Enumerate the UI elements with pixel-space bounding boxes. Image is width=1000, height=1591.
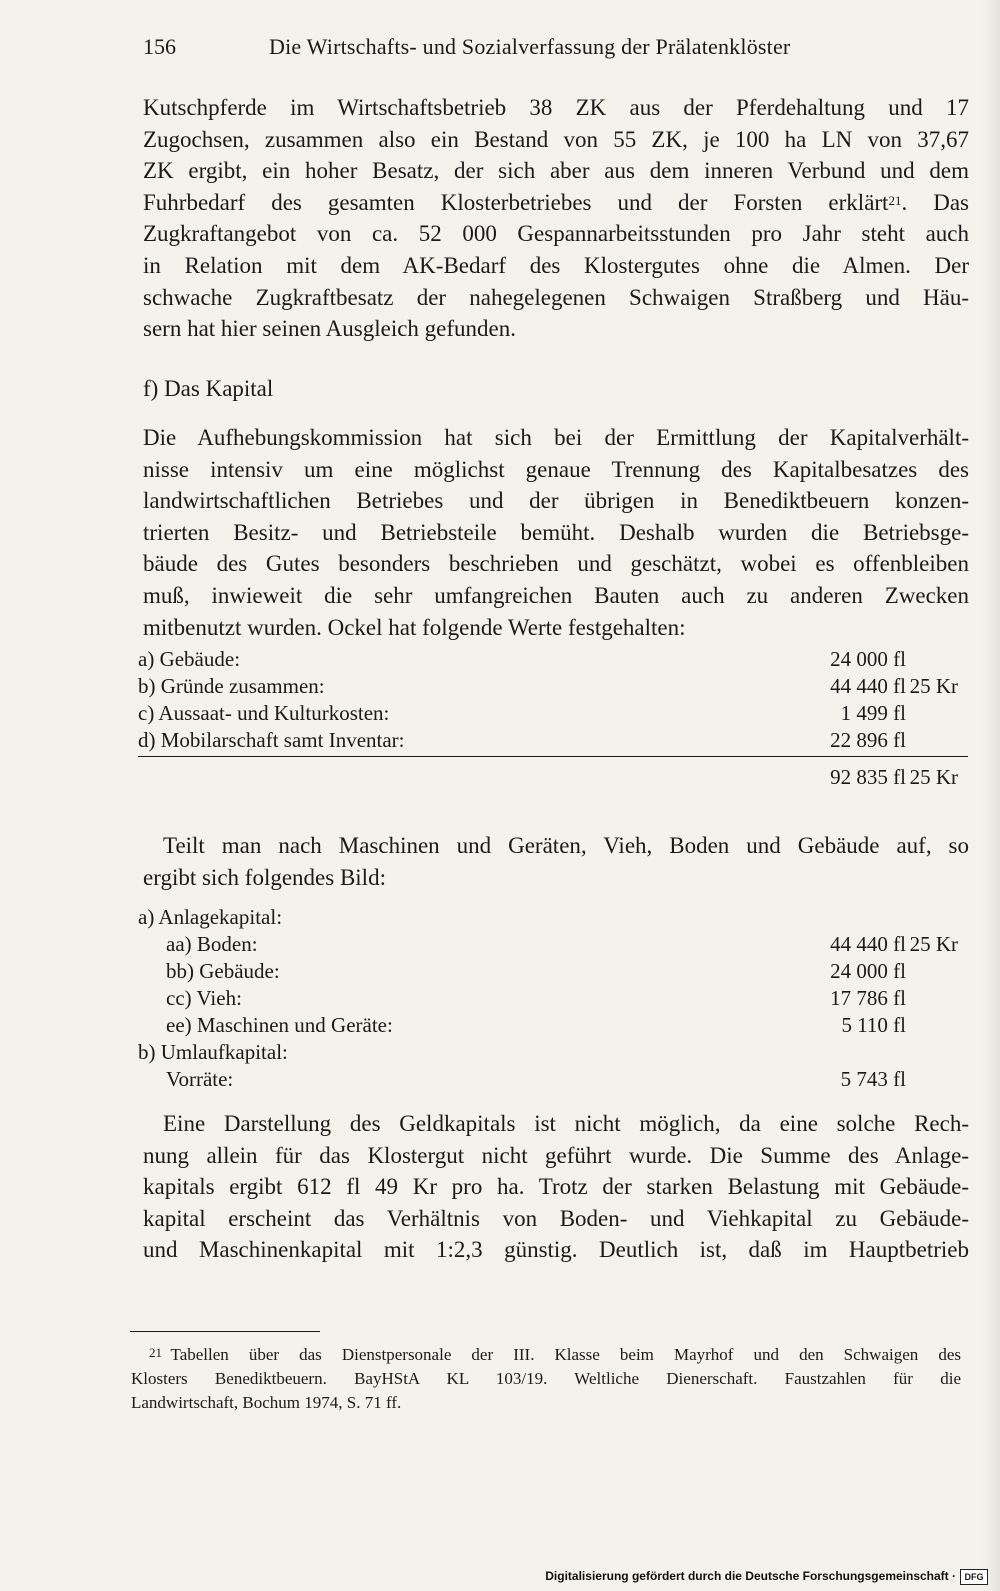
- digitization-note: Digitalisierung gefördert durch die Deutsche Forschungsgemeinschaft ·: [545, 1569, 956, 1583]
- text-line: und Maschinenkapital mit 1:2,3 günstig. Deutlich ist, daß im Hauptbetrieb: [143, 1237, 969, 1263]
- table-row: [138, 1039, 968, 1066]
- page-edge: [982, 0, 1000, 1591]
- row-value: 24 000 fl: [830, 959, 906, 983]
- text-line: nung allein für das Klostergut nicht geführt wurde. Die Summe des Anlage-: [143, 1142, 969, 1168]
- text-line: nisse intensiv um eine möglichst genaue Trennung des Kapitalbesatzes des: [143, 456, 969, 482]
- table-row: [138, 673, 968, 700]
- footnote-line: Klosters Benediktbeuern. BayHStA KL 103/19. Weltliche Dienerschaft. Faustzahlen für die: [131, 1369, 961, 1388]
- row-value: 22 896 fl: [830, 728, 906, 752]
- paragraph-1: [143, 92, 969, 345]
- table-row: [138, 727, 968, 754]
- text-line: ergibt sich folgendes Bild:: [143, 864, 386, 890]
- text-line: [143, 187, 969, 219]
- table-row: [138, 1012, 968, 1039]
- table-row: [138, 646, 968, 673]
- text-line: Zugkraftangebot von ca. 52 000 Gespannarbeitsstunden pro Jahr steht auch: [143, 221, 969, 247]
- row-label: cc) Vieh:: [166, 986, 242, 1010]
- text-line: muß, inwieweit die sehr umfangreichen Bauten auch zu anderen Zwecken: [143, 582, 969, 608]
- page-header: [143, 34, 953, 70]
- text-line: in Relation mit dem AK-Bedarf des Klostergutes ohne die Almen. Der: [143, 252, 969, 278]
- text-fragment: Tabellen über das Dienstpersonale der III. Klasse beim Mayrhof und den Schwaigen des: [170, 1345, 961, 1364]
- text-line: Zugochsen, zusammen also ein Bestand von 55 ZK, je 100 ha LN von 37,67: [143, 126, 969, 152]
- total-unit: 25 Kr: [909, 765, 958, 789]
- row-label: b) Gründe zusammen:: [138, 674, 325, 698]
- table-row: [138, 1066, 968, 1093]
- capital-breakdown-table: [138, 904, 968, 1093]
- table-row: [138, 931, 968, 958]
- text-line: bäude des Gutes besonders beschrieben und geschätzt, wobei es offenbleiben: [143, 551, 969, 577]
- text-fragment: . Das: [901, 189, 969, 215]
- text-line: Die Aufhebungskommission hat sich bei der Ermittlung der Kapitalverhält-: [143, 425, 969, 450]
- row-label: d) Mobilarschaft samt Inventar:: [138, 728, 405, 752]
- row-unit: 25 Kr: [909, 932, 958, 956]
- row-label: aa) Boden:: [166, 932, 258, 956]
- text-line: Kutschpferde im Wirtschaftsbetrieb 38 ZK aus der Pferdehaltung und 17: [143, 95, 969, 120]
- paragraph-2: [143, 422, 969, 643]
- row-label: b) Umlaufkapital:: [138, 1040, 288, 1064]
- row-label: Vorräte:: [166, 1067, 234, 1091]
- text-line: Eine Darstellung des Geldkapitals ist nicht möglich, da eine solche Rech-: [163, 1111, 969, 1136]
- row-value: 1 499 fl: [840, 701, 906, 725]
- text-line: kapital erscheint das Verhältnis von Boden- und Viehkapital zu Gebäude-: [143, 1205, 969, 1231]
- footnote: [131, 1343, 961, 1415]
- footnote-line: [131, 1343, 961, 1367]
- paragraph-3: [143, 830, 969, 893]
- text-line: mitbenutzt wurden. Ockel hat folgende Werte festgehalten:: [143, 614, 686, 640]
- row-value: 5 743 fl: [840, 1067, 906, 1091]
- text-line: landwirtschaftlichen Betriebes und der übrigen in Benediktbeuern konzen-: [143, 488, 969, 514]
- total-value: 92 835 fl: [830, 765, 906, 789]
- row-label: c) Aussaat- und Kulturkosten:: [138, 701, 390, 725]
- row-value: 44 440 fl: [830, 932, 906, 956]
- capital-table: [138, 646, 968, 791]
- total-row: [138, 764, 968, 791]
- dfg-logo: DFG: [960, 1569, 988, 1585]
- table-row: [138, 958, 968, 985]
- row-label: a) Anlagekapital:: [138, 905, 283, 929]
- footnote-ref: 21: [888, 192, 902, 208]
- footnote-rule: [130, 1331, 320, 1332]
- footnote-number: 21: [149, 1345, 162, 1360]
- row-label: ee) Maschinen und Geräte:: [166, 1013, 393, 1037]
- text-line: trierten Besitz- und Betriebsteile bemüht. Deshalb wurden die Betriebsge-: [143, 519, 969, 545]
- row-label: bb) Gebäude:: [166, 959, 280, 983]
- row-value: 44 440 fl: [830, 674, 906, 698]
- footnote-line: Landwirtschaft, Bochum 1974, S. 71 ff.: [131, 1393, 402, 1412]
- sum-rule: [138, 756, 968, 757]
- row-value: 24 000 fl: [830, 647, 906, 671]
- table-row: [138, 700, 968, 727]
- running-title: Die Wirtschafts- und Sozialverfassung der Prälatenklöster: [269, 34, 791, 59]
- table-row: [138, 985, 968, 1012]
- text-line: kapitals ergibt 612 fl 49 Kr pro ha. Trotz der starken Belastung mit Gebäude-: [143, 1174, 969, 1200]
- table-row: [138, 904, 968, 931]
- text-line: schwache Zugkraftbesatz der nahegelegenen Schwaigen Straßberg und Häu-: [143, 284, 969, 310]
- text-line: sern hat hier seinen Ausgleich gefunden.: [143, 316, 516, 342]
- text-line: ZK ergibt, ein hoher Besatz, der sich aber aus dem inneren Verbund und dem: [143, 158, 969, 184]
- row-unit: 25 Kr: [909, 674, 958, 698]
- text-line: Teilt man nach Maschinen und Geräten, Vieh, Boden und Gebäude auf, so: [163, 833, 969, 858]
- paragraph-4: [143, 1108, 969, 1266]
- text-fragment: Fuhrbedarf des gesamten Klosterbetriebes und der Forsten erklärt: [143, 189, 889, 215]
- page-number: 156: [143, 34, 176, 59]
- row-value: 5 110 fl: [841, 1013, 906, 1037]
- row-label: a) Gebäude:: [138, 647, 241, 671]
- section-heading: f) Das Kapital: [143, 376, 274, 401]
- row-value: 17 786 fl: [830, 986, 906, 1010]
